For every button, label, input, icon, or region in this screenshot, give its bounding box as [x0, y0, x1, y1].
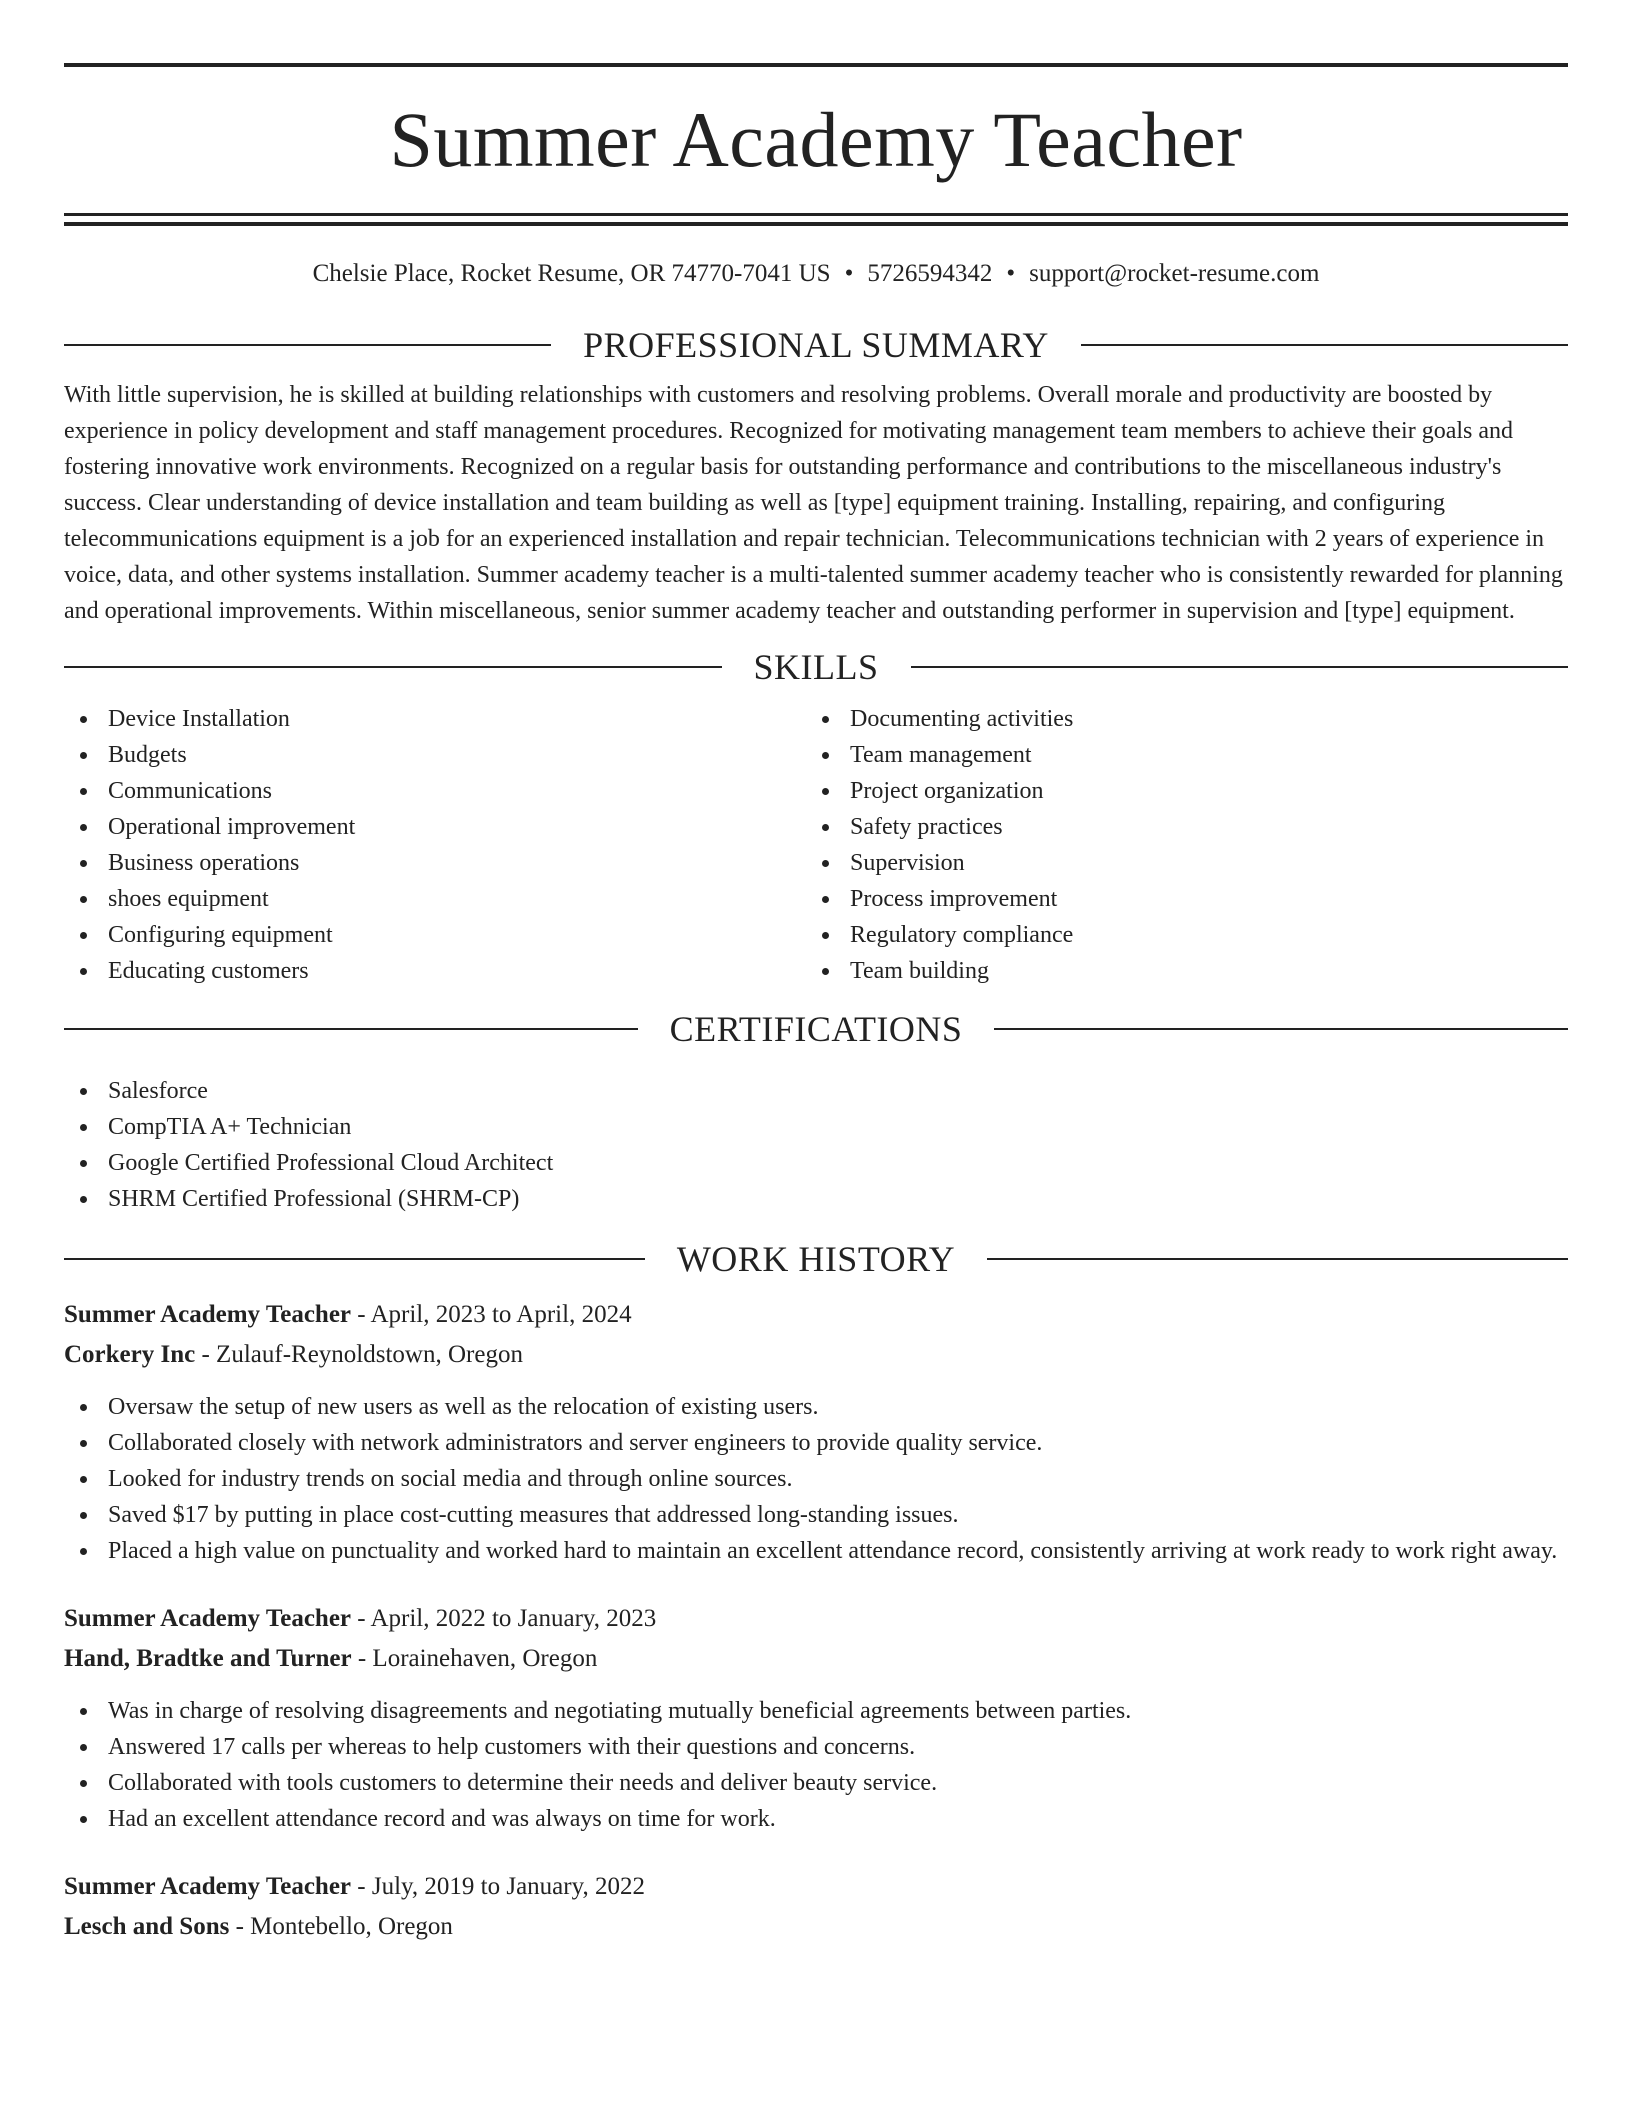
job-title: Summer Academy Teacher	[64, 1873, 352, 1900]
job-dates: - April, 2023 to April, 2024	[351, 1301, 632, 1328]
skills-heading-label: SKILLS	[753, 647, 879, 687]
skill-item: Operational improvement	[64, 809, 806, 845]
skill-item: Supervision	[806, 845, 1548, 881]
job-bullet: Placed a high value on punctuality and worked hard to maintain an excellent attendance record, consistently arriving at work ready to work right away.	[64, 1533, 1568, 1569]
skill-item: Team management	[806, 737, 1548, 773]
job-bullet: Had an excellent attendance record and was always on time for work.	[64, 1801, 1568, 1837]
certifications-heading-label: CERTIFICATIONS	[669, 1009, 963, 1049]
skill-item: shoes equipment	[64, 881, 806, 917]
job-title-line	[64, 1867, 1568, 1907]
skill-item: Educating customers	[64, 953, 806, 989]
job-title: Summer Academy Teacher	[64, 1605, 352, 1632]
contact-separator: •	[844, 260, 854, 287]
skills-column-right	[806, 701, 1548, 989]
heading-rule	[911, 666, 1569, 668]
job-bullet: Collaborated closely with network administrators and server engineers to provide quality service.	[64, 1425, 1568, 1461]
contact-email: support@rocket-resume.com	[1029, 260, 1320, 287]
certification-item: SHRM Certified Professional (SHRM-CP)	[64, 1181, 1568, 1217]
job-title-line	[64, 1295, 1568, 1335]
job-dates: - April, 2022 to January, 2023	[351, 1605, 657, 1632]
skill-item: Process improvement	[806, 881, 1548, 917]
job-location: - Montebello, Oregon	[229, 1913, 453, 1940]
contact-phone: 5726594342	[867, 260, 993, 287]
job-bullets	[64, 1693, 1568, 1837]
certifications-list	[64, 1073, 1568, 1217]
heading-rule	[64, 666, 722, 668]
skill-item: Budgets	[64, 737, 806, 773]
job-location: - Zulauf-Reynoldstown, Oregon	[195, 1341, 523, 1368]
certification-item: CompTIA A+ Technician	[64, 1109, 1568, 1145]
summary-heading-label: PROFESSIONAL SUMMARY	[583, 325, 1049, 365]
work-history-heading-label: WORK HISTORY	[676, 1239, 956, 1279]
heading-rule	[64, 1258, 645, 1260]
job-bullets	[64, 1389, 1568, 1569]
contact-separator: •	[1006, 260, 1016, 287]
job-entry	[64, 1599, 1568, 1837]
job-bullet: Oversaw the setup of new users as well as the relocation of existing users.	[64, 1389, 1568, 1425]
job-entry	[64, 1867, 1568, 1947]
heading-rule	[1081, 344, 1568, 346]
job-bullet: Looked for industry trends on social media and through online sources.	[64, 1461, 1568, 1497]
heading-rule	[64, 344, 551, 346]
skills-column-left	[64, 701, 806, 989]
work-history-heading	[64, 1239, 1568, 1279]
certification-item: Google Certified Professional Cloud Architect	[64, 1145, 1568, 1181]
skills-heading	[64, 647, 1568, 687]
job-location: - Lorainehaven, Oregon	[351, 1645, 598, 1672]
summary-heading	[64, 325, 1568, 365]
contact-line	[64, 259, 1568, 289]
job-company: Hand, Bradtke and Turner	[64, 1645, 352, 1672]
skill-item: Documenting activities	[806, 701, 1548, 737]
skill-item: Business operations	[64, 845, 806, 881]
heading-rule	[64, 1028, 638, 1030]
skill-item: Safety practices	[806, 809, 1548, 845]
job-bullet: Was in charge of resolving disagreements and negotiating mutually beneficial agreements between parties.	[64, 1693, 1568, 1729]
skills-grid	[64, 701, 1568, 989]
job-company: Lesch and Sons	[64, 1913, 230, 1940]
job-company-line	[64, 1335, 1568, 1375]
top-rule	[64, 63, 1568, 67]
skill-item: Regulatory compliance	[806, 917, 1548, 953]
skill-item: Communications	[64, 773, 806, 809]
contact-address: Chelsie Place, Rocket Resume, OR 74770-7041 US	[312, 260, 831, 287]
job-entry	[64, 1295, 1568, 1569]
skill-item: Configuring equipment	[64, 917, 806, 953]
resume-title: Summer Academy Teacher	[389, 96, 1243, 183]
certification-item: Salesforce	[64, 1073, 1568, 1109]
job-title-line	[64, 1599, 1568, 1639]
summary-text: With little supervision, he is skilled at building relationships with customers and resolving problems. Overall morale and productivity are boosted by experience in policy development and staff management procedures. Recognized for motivating management team members to achieve their goals and fostering innovative work environments. Recognized on a regular basis for outstanding performance and contributions to the miscellaneous industry's success. Clear understanding of device installation and team building as well as [type] equipment training. Installing, repairing, and configuring telecommunications equipment is a job for an experienced installation and repair technician. Telecommunications technician with 2 years of experience in voice, data, and other systems installation. Summer academy teacher is a multi-talented summer academy teacher who is consistently rewarded for planning and operational improvements. Within miscellaneous, senior summer academy teacher and outstanding performer in supervision and [type] equipment.	[64, 382, 1563, 624]
skill-item: Device Installation	[64, 701, 806, 737]
heading-rule	[987, 1258, 1568, 1260]
skill-item: Project organization	[806, 773, 1548, 809]
skill-item: Team building	[806, 953, 1548, 989]
job-title: Summer Academy Teacher	[64, 1301, 352, 1328]
heading-rule	[994, 1028, 1568, 1030]
certifications-heading	[64, 1009, 1568, 1049]
job-company: Corkery Inc	[64, 1341, 196, 1368]
job-company-line	[64, 1907, 1568, 1947]
title-double-rule	[64, 213, 1568, 226]
job-bullet: Saved $17 by putting in place cost-cutting measures that addressed long-standing issues.	[64, 1497, 1568, 1533]
resume-page	[64, 0, 1568, 1947]
job-bullet: Collaborated with tools customers to determine their needs and deliver beauty service.	[64, 1765, 1568, 1801]
job-dates: - July, 2019 to January, 2022	[351, 1873, 645, 1900]
job-company-line	[64, 1639, 1568, 1679]
job-bullet: Answered 17 calls per whereas to help customers with their questions and concerns.	[64, 1729, 1568, 1765]
